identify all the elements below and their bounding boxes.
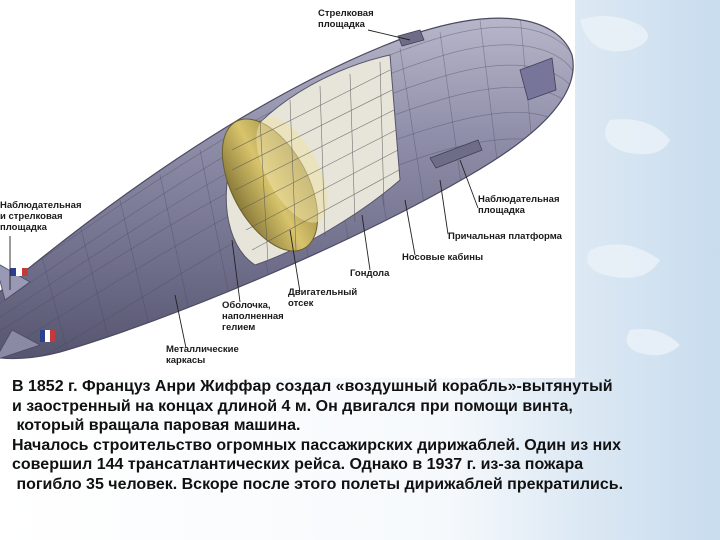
label-line: Наблюдательная xyxy=(478,194,560,205)
label-line: Стрелковая xyxy=(318,8,374,19)
label-line: площадка xyxy=(478,205,525,216)
label-line: Оболочка, xyxy=(222,300,271,311)
label-line: каркасы xyxy=(166,355,206,366)
label-metal-frames xyxy=(166,344,239,366)
body-text-line: который вращала паровая машина. xyxy=(12,417,301,435)
label-line: отсек xyxy=(288,298,314,309)
body-text-line: и заостренный на концах длиной 4 м. Он двигался при помощи винта, xyxy=(12,397,573,415)
label-helium-envelope xyxy=(222,300,284,333)
label-observation-platform xyxy=(478,194,560,216)
label-line: гелием xyxy=(222,322,256,333)
body-text-line: Началось строительство огромных пассажирских дирижаблей. Один из них xyxy=(12,436,622,454)
body-text xyxy=(12,377,718,495)
label-gondola xyxy=(350,268,389,279)
label-line: Носовые кабины xyxy=(402,252,484,263)
label-line: Гондола xyxy=(350,268,390,279)
label-line: Причальная платформа xyxy=(448,231,562,242)
label-observation-gun-platform xyxy=(0,200,82,233)
label-engine-compartment xyxy=(288,287,357,309)
body-text-line: совершил 144 трансатлантических рейса. Однако в 1937 г. из-за пожара xyxy=(12,456,584,474)
label-line: наполненная xyxy=(222,311,284,322)
body-text-line: В 1852 г. Француз Анри Жиффар создал «воздушный корабль»-вытянутый xyxy=(12,378,613,395)
label-line: площадка xyxy=(318,19,365,30)
label-line: и стрелковая xyxy=(0,211,63,222)
label-line: площадка xyxy=(0,222,47,233)
label-line: Металлические xyxy=(166,344,239,355)
label-bow-cabins xyxy=(402,252,483,263)
label-gun-platform xyxy=(318,8,374,30)
label-mooring-platform xyxy=(448,231,562,242)
label-line: Наблюдательная xyxy=(0,200,82,211)
body-text-line: погибло 35 человек. Вскоре после этого полеты дирижаблей прекратились. xyxy=(12,475,624,493)
label-line: Двигательный xyxy=(288,287,358,298)
